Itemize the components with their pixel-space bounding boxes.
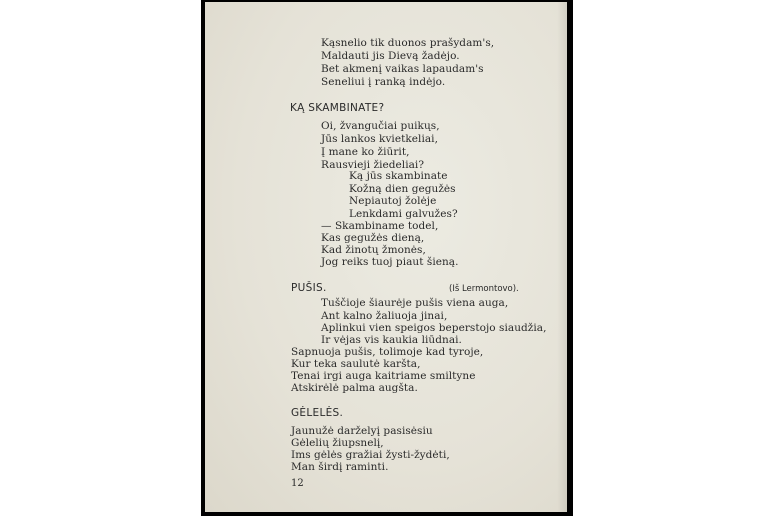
verse-line: Jūs lankos kvietkeliai, [321,133,438,145]
verse-line: Gėlelių žiupsnelį, [291,437,384,449]
poem-title: GĖLELĖS. [291,407,344,419]
verse-line: — Skambiname todel, [321,220,439,232]
verse-line: Nepiautoj žolėje [349,195,437,207]
scan-frame [201,0,573,516]
verse-line: Ant kalno žaliuoja jinai, [321,310,448,322]
verse-line: Kur teka saulutė karšta, [291,358,421,370]
verse-line: Tenai irgi auga kaitriame smiltyne [291,370,476,382]
verse-line: Sapnuoja pušis, tolimoje kad tyroje, [291,346,484,358]
poem-title: KĄ SKAMBINATE? [290,102,385,114]
verse-line: Seneliui į ranką indėjo. [321,76,446,88]
page-edge-shadow [557,2,567,512]
book-page [205,2,567,512]
verse-line: Ims gėlės gražiai žysti-žydėti, [291,449,450,461]
page-number: 12 [291,478,304,489]
verse-line: Maldauti jis Dievą žadėjo. [321,50,460,62]
verse-line: Oi, žvangučiai puikųs, [321,120,440,132]
verse-line: Kad žinotų žmonės, [321,244,426,256]
verse-line: Ir vėjas vis kaukia liūdnai. [321,334,462,346]
verse-line: Rausvieji žiedeliai? [321,159,425,171]
verse-line: Jog reiks tuoj piaut šieną. [321,256,459,268]
verse-line: Į mane ko žiūrit, [321,146,410,158]
verse-line: Ką jūs skambinate [349,170,448,182]
poem-attribution: (Iš Lermontovo). [449,284,519,294]
verse-line: Atskirėlė palma augšta. [291,382,418,394]
verse-line: Kas gegužės dieną, [321,232,425,244]
verse-line: Aplinkui vien speigos beperstojo siaudžia, [321,322,547,334]
verse-line: Tuščioje šiaurėje pušis viena auga, [321,297,509,309]
verse-line: Man širdį raminti. [291,461,389,473]
verse-line: Kąsnelio tik duonos prašydam's, [321,37,495,49]
verse-line: Jaunužė darželyį pasisėsiu [291,425,433,437]
verse-line: Bet akmenį vaikas lapaudam's [321,63,484,75]
poem-title: PUŠIS. [291,282,327,294]
verse-line: Lenkdami galvužes? [349,208,458,220]
verse-line: Kožną dien gegužės [349,183,456,195]
